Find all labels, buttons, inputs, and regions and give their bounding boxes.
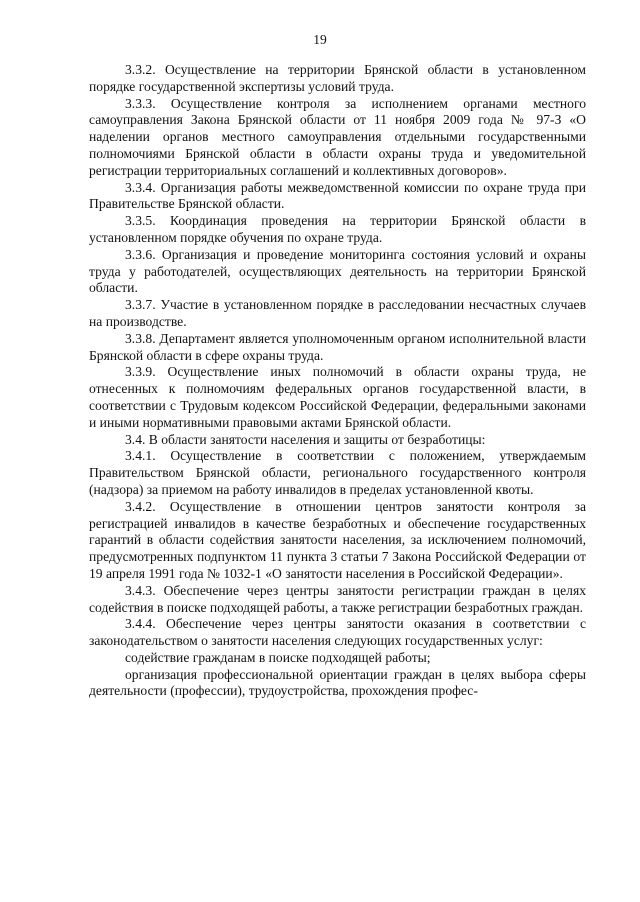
- paragraph-3-4-2: 3.4.2. Осуществление в отношении центров занятости контроля за регистрацией инвалидов в качестве безработных и обеспечение государственных гарантий в области содействия занятости населения, за исключением полномочий, предусмотренных подпунктом 11 пункта 3 статьи 7 Закона Российской Федерации от 19 апреля 1991 года № 1032-1 «О занятости населения в Российской Федерации».: [89, 498, 586, 581]
- paragraph-3-3-8: 3.3.8. Департамент является уполномоченным органом исполнительной власти Брянской области в сфере охраны труда.: [89, 330, 586, 363]
- service-item-job-search: содействие гражданам в поиске подходящей работы;: [125, 649, 431, 665]
- paragraph-3-3-4: 3.3.4. Организация работы межведомственной комиссии по охране труда при Правительстве Брянской области.: [89, 179, 586, 212]
- paragraph-3-3-7: 3.3.7. Участие в установленном порядке в расследовании несчастных случаев на производстве.: [89, 297, 586, 329]
- paragraph-3-4: 3.4. В области занятости населения и защиты от безработицы:: [125, 431, 486, 447]
- paragraph-3-3-6: 3.3.6. Организация и проведение мониторинга состояния условий и охраны труда у работодателей, осуществляющих деятельность на территории Брянской области.: [89, 246, 586, 296]
- paragraph-3-3-5: 3.3.5. Координация проведения на территории Брянской области в установленном порядке обучения по охране труда.: [89, 213, 586, 245]
- paragraph-3-4-1: 3.4.1. Осуществление в соответствии с положением, утверждаемым Правительством Брянской области, регионального государственного контроля (надзора) за приемом на работу инвалидов в пределах установленной квоты.: [89, 448, 586, 497]
- service-item-career-guidance: организация профессиональной ориентации граждан в целях выбора сферы деятельности (профессии), трудоустройства, прохождения профес-: [89, 666, 586, 699]
- paragraph-3-4-3: 3.4.3. Обеспечение через центры занятости регистрации граждан в целях содействия в поиске подходящей работы, а также регистрации безработных граждан.: [89, 582, 586, 615]
- page-number: 19: [313, 32, 327, 47]
- paragraph-3-3-2: 3.3.2. Осуществление на территории Брянской области в установленном порядке государственной экспертизы условий труда.: [89, 62, 586, 94]
- paragraph-3-3-9: 3.3.9. Осуществление иных полномочий в области охраны труда, не отнесенных к полномочиям федеральных органов государственной власти, в соответствии с Трудовым кодексом Российской Федерации, федеральными законами и иными нормативными правовыми актами Брянской области.: [89, 364, 586, 430]
- paragraph-3-3-3: 3.3.3. Осуществление контроля за исполнением органами местного самоуправления Закона Брянской области от 11 ноября 2009 года № 97-З «О наделении органов местного самоуправления отдельными государственными полномочиями Брянской области в области охраны труда и уведомительной регистрации территориальных соглашений и коллективных договоров».: [89, 95, 586, 178]
- body-text: [89, 62, 586, 700]
- paragraph-3-4-4: 3.4.4. Обеспечение через центры занятости оказания в соответствии с законодательством о занятости населения следующих государственных услуг:: [89, 616, 586, 649]
